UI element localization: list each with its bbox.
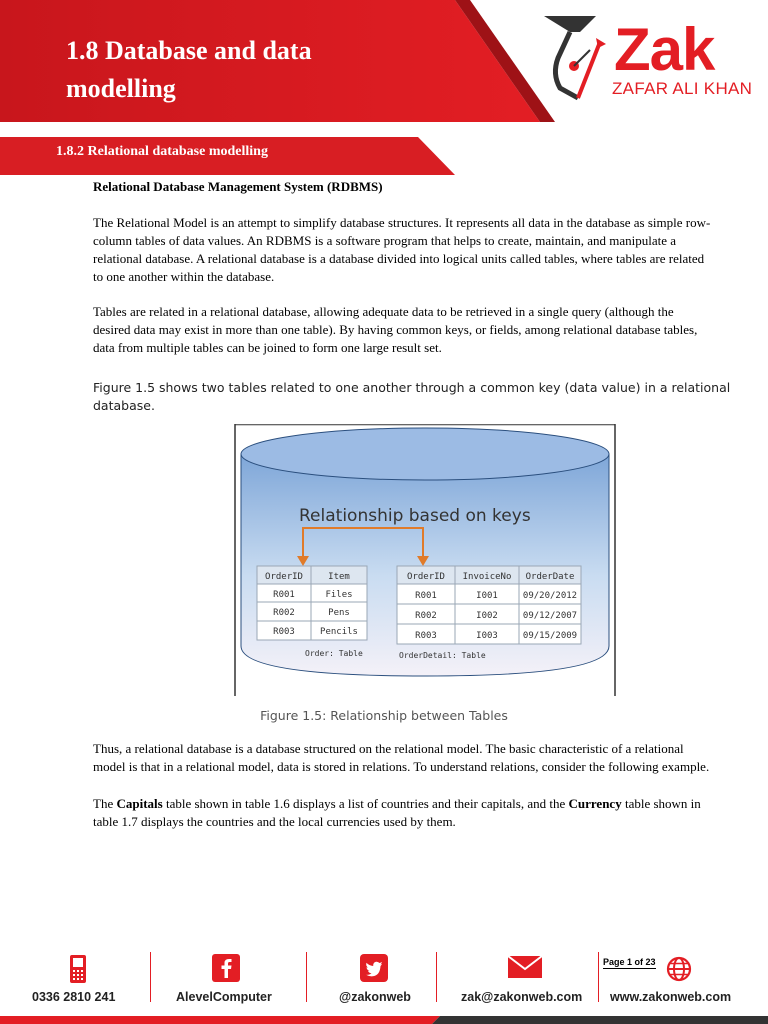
footer-divider (306, 952, 307, 1002)
detail-cell: I002 (476, 611, 498, 621)
order-cell: Files (325, 590, 353, 600)
footer-divider (598, 952, 599, 1002)
globe-icon (666, 956, 692, 982)
detail-cell: R002 (415, 611, 437, 621)
footer-divider (436, 952, 437, 1002)
phone-icon (68, 954, 88, 984)
capitals-term: Capitals (116, 796, 163, 811)
footer-email[interactable]: zak@zakonweb.com (461, 990, 583, 1004)
paragraph-1: The Relational Model is an attempt to simplify database structures. It represents all data in the database as simple row-column tables of data values. An RDBMS is a software program that helps to create, maintain, and manipulate a relational database. A relational database is a database divided into logical units called tables, where tables are related to one another within the database. (93, 215, 711, 284)
footer-divider (150, 952, 151, 1002)
relationship-figure (233, 424, 617, 696)
detail-cell: 09/15/2009 (522, 631, 578, 641)
paragraph-3: Thus, a relational database is a database structured on the relational model. The basic characteristic of a relational model is that in a relational model, data is stored in relations. To understand relations, consider the following example. (93, 741, 710, 774)
footer-phone[interactable]: 0336 2810 241 (32, 990, 116, 1004)
page-number: Page 1 of 23 (603, 957, 656, 967)
para4-text: table shown in table 1.6 displays a list of countries and their capitals, and the (162, 796, 569, 811)
detail-cell: R003 (415, 631, 437, 641)
logo-subtitle: ZAFAR ALI KHAN (612, 79, 753, 98)
email-icon (507, 954, 543, 980)
order-cell: Pencils (320, 627, 358, 637)
bottom-bar (0, 1016, 768, 1024)
detail-header-orderdate: OrderDate (525, 572, 575, 582)
logo-wordmark: Zak (614, 16, 715, 83)
order-table-label: Order: Table (305, 649, 363, 658)
currency-term: Currency (568, 796, 622, 811)
subheading: Relational Database Management System (RDBMS) (93, 179, 383, 194)
order-header-item: Item (328, 572, 350, 582)
section-title: 1.8.2 Relational database modelling (56, 144, 268, 159)
twitter-icon (360, 954, 388, 982)
footer-twitter[interactable]: @zakonweb (339, 990, 411, 1004)
detail-cell: R001 (415, 591, 437, 601)
detail-cell: I003 (476, 631, 498, 641)
order-cell: Pens (328, 608, 350, 618)
detail-header-invoiceno: InvoiceNo (462, 572, 512, 582)
order-cell: R002 (273, 608, 295, 618)
paragraph-4 (93, 795, 713, 831)
facebook-icon (212, 954, 240, 982)
order-cell: R001 (273, 590, 295, 600)
page-title: 1.8 Database and data modelling (66, 36, 312, 103)
detail-cell: 09/12/2007 (522, 611, 578, 621)
detail-header-orderid: OrderID (407, 572, 445, 582)
detail-cell: I001 (476, 591, 498, 601)
para4-text: The (93, 796, 117, 811)
detail-cell: 09/20/2012 (522, 591, 578, 601)
para4-text: table shown in table 1.7 displays the countries and the local currencies used by them. (93, 796, 701, 829)
order-header-orderid: OrderID (265, 572, 303, 582)
footer-facebook[interactable]: AlevelComputer (176, 990, 272, 1004)
footer-website[interactable]: www.zakonweb.com (610, 990, 732, 1004)
figure-caption: Figure 1.5: Relationship between Tables (260, 708, 508, 723)
detail-table-label: OrderDetail: Table (399, 651, 486, 660)
figure-heading: Relationship based on keys (299, 506, 531, 526)
order-cell: R003 (273, 627, 295, 637)
paragraph-2: Tables are related in a relational database, allowing adequate data to be retrieved in a single query (although the desired data may exist in more than one table). By having common keys, or fields, among relational database tables, data from multiple tables can be joined to form one large result set. (93, 304, 698, 355)
figure-intro: Figure 1.5 shows two tables related to one another through a common key (data value) in a relational database. (93, 380, 731, 413)
